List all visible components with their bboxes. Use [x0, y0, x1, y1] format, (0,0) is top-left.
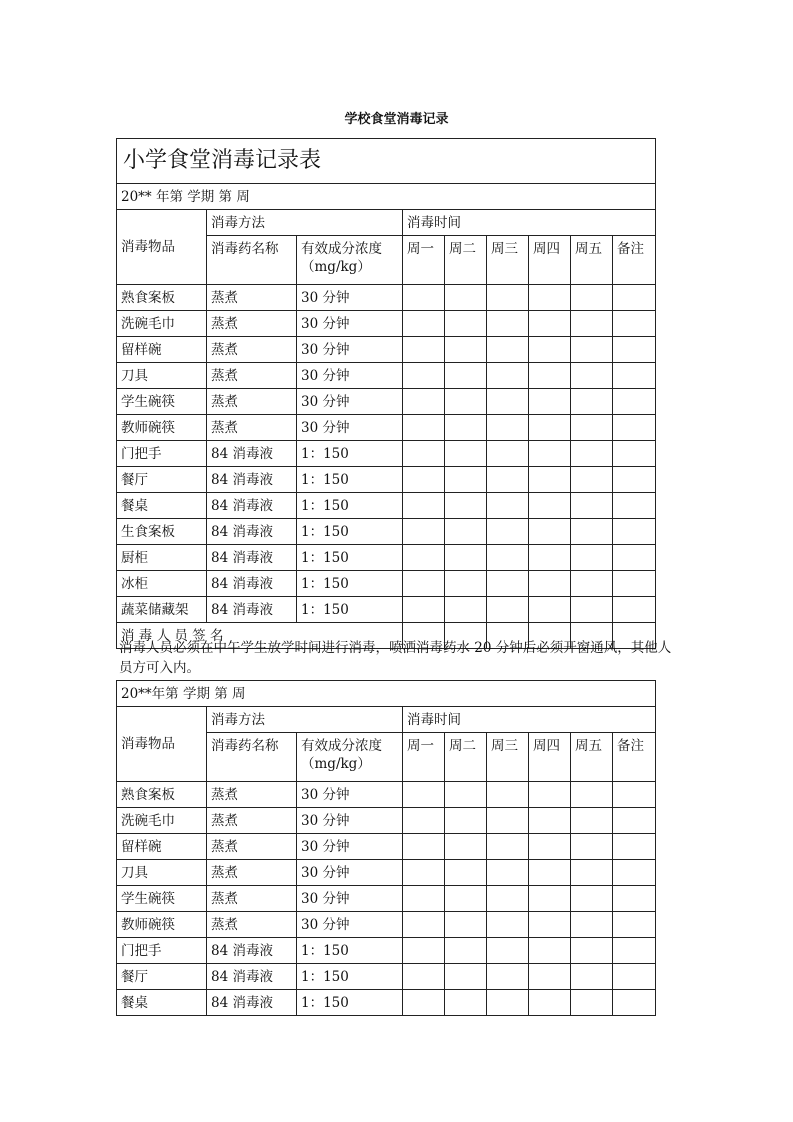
- record-cell-wed[interactable]: [487, 808, 529, 834]
- item-name: 学生碗筷: [117, 389, 207, 415]
- header-method: 消毒方法: [207, 210, 403, 236]
- period-label: 20**年第 学期 第 周: [117, 681, 656, 707]
- table-row: [117, 415, 656, 441]
- item-name: 门把手: [117, 938, 207, 964]
- record-cell-remark[interactable]: [613, 834, 656, 860]
- item-name: 冰柜: [117, 571, 207, 597]
- record-cell-tue[interactable]: [445, 311, 487, 337]
- record-cell-thu[interactable]: [529, 571, 571, 597]
- table-row: [117, 519, 656, 545]
- record-cell-mon[interactable]: [403, 597, 445, 623]
- table-row: [117, 441, 656, 467]
- record-cell-wed[interactable]: [487, 285, 529, 311]
- record-cell-thu[interactable]: [529, 834, 571, 860]
- header-fri: 周五: [571, 733, 613, 782]
- concentration-value: 30 分钟: [297, 285, 403, 311]
- header-concentration: 有效成分浓度（mg/kg）: [297, 236, 403, 285]
- record-cell-thu[interactable]: [529, 782, 571, 808]
- record-cell-wed[interactable]: [487, 990, 529, 1016]
- record-cell-fri[interactable]: [571, 990, 613, 1016]
- agent-name: 蒸煮: [207, 311, 297, 337]
- record-cell-mon[interactable]: [403, 834, 445, 860]
- record-cell-wed[interactable]: [487, 389, 529, 415]
- record-cell-remark[interactable]: [613, 938, 656, 964]
- header-tue: 周二: [445, 733, 487, 782]
- record-cell-fri[interactable]: [571, 415, 613, 441]
- record-cell-remark[interactable]: [613, 808, 656, 834]
- table-row: [117, 311, 656, 337]
- record-cell-tue[interactable]: [445, 782, 487, 808]
- table-row: [117, 990, 656, 1016]
- item-name: 教师碗筷: [117, 415, 207, 441]
- signature-label: 消 毒 人 员 签 名: [117, 623, 403, 649]
- concentration-value: 1：150: [297, 990, 403, 1016]
- header-concentration: 有效成分浓度（mg/kg）: [297, 733, 403, 782]
- record-cell-fri[interactable]: [571, 337, 613, 363]
- header-row-1: [117, 210, 656, 236]
- table-row: [117, 285, 656, 311]
- record-cell-thu[interactable]: [529, 860, 571, 886]
- item-name: 厨柜: [117, 545, 207, 571]
- record-cell-fri[interactable]: [571, 782, 613, 808]
- table-row: [117, 389, 656, 415]
- header-agent: 消毒药名称: [207, 733, 297, 782]
- record-cell-mon[interactable]: [403, 545, 445, 571]
- record-cell-remark[interactable]: [613, 571, 656, 597]
- agent-name: 84 消毒液: [207, 519, 297, 545]
- record-cell-mon[interactable]: [403, 415, 445, 441]
- table-title-row: [117, 139, 656, 184]
- concentration-value: 1：150: [297, 467, 403, 493]
- agent-name: 蒸煮: [207, 808, 297, 834]
- record-cell-fri[interactable]: [571, 545, 613, 571]
- record-cell-wed[interactable]: [487, 938, 529, 964]
- record-cell-wed[interactable]: [487, 493, 529, 519]
- concentration-value: 1：150: [297, 571, 403, 597]
- agent-name: 蒸煮: [207, 912, 297, 938]
- item-name: 蔬菜储藏架: [117, 597, 207, 623]
- item-name: 餐厅: [117, 964, 207, 990]
- item-name: 餐桌: [117, 990, 207, 1016]
- record-cell-wed[interactable]: [487, 886, 529, 912]
- record-cell-tue[interactable]: [445, 389, 487, 415]
- table-row: [117, 912, 656, 938]
- item-name: 熟食案板: [117, 285, 207, 311]
- record-cell-thu[interactable]: [529, 912, 571, 938]
- record-cell-thu[interactable]: [529, 363, 571, 389]
- header-tue: 周二: [445, 236, 487, 285]
- record-cell-tue[interactable]: [445, 415, 487, 441]
- record-cell-fri[interactable]: [571, 808, 613, 834]
- record-cell-remark[interactable]: [613, 597, 656, 623]
- concentration-value: 1：150: [297, 545, 403, 571]
- record-cell-mon[interactable]: [403, 938, 445, 964]
- record-cell-wed[interactable]: [487, 571, 529, 597]
- record-cell-remark[interactable]: [613, 493, 656, 519]
- record-cell-thu[interactable]: [529, 415, 571, 441]
- table-row: [117, 545, 656, 571]
- agent-name: 84 消毒液: [207, 441, 297, 467]
- table-row: [117, 571, 656, 597]
- concentration-value: 1：150: [297, 493, 403, 519]
- table-row: [117, 597, 656, 623]
- record-cell-remark[interactable]: [613, 964, 656, 990]
- concentration-value: 30 分钟: [297, 782, 403, 808]
- agent-name: 蒸煮: [207, 415, 297, 441]
- header-fri: 周五: [571, 236, 613, 285]
- record-cell-wed[interactable]: [487, 311, 529, 337]
- record-cell-wed[interactable]: [487, 782, 529, 808]
- record-cell-remark[interactable]: [613, 519, 656, 545]
- header-thu: 周四: [529, 733, 571, 782]
- record-cell-thu[interactable]: [529, 389, 571, 415]
- record-cell-tue[interactable]: [445, 860, 487, 886]
- header-row-1: [117, 707, 656, 733]
- agent-name: 蒸煮: [207, 834, 297, 860]
- table-row: [117, 964, 656, 990]
- concentration-value: 30 分钟: [297, 415, 403, 441]
- record-cell-fri[interactable]: [571, 311, 613, 337]
- item-name: 留样碗: [117, 337, 207, 363]
- record-cell-mon[interactable]: [403, 964, 445, 990]
- record-cell-tue[interactable]: [445, 808, 487, 834]
- disinfection-note: 消毒人员必须在中午学生放学时间进行消毒，喷洒消毒药水 20 分钟后必须开窗通风，其他人员方可入内。: [119, 640, 672, 676]
- table-row: [117, 808, 656, 834]
- agent-name: 84 消毒液: [207, 938, 297, 964]
- record-cell-wed[interactable]: [487, 467, 529, 493]
- record-cell-mon[interactable]: [403, 912, 445, 938]
- record-cell-fri[interactable]: [571, 519, 613, 545]
- agent-name: 蒸煮: [207, 285, 297, 311]
- concentration-value: 30 分钟: [297, 886, 403, 912]
- record-cell-wed[interactable]: [487, 860, 529, 886]
- record-cell-mon[interactable]: [403, 389, 445, 415]
- record-cell-mon[interactable]: [403, 493, 445, 519]
- concentration-value: 1：150: [297, 964, 403, 990]
- table-row: [117, 493, 656, 519]
- header-mon: 周一: [403, 236, 445, 285]
- record-cell-tue[interactable]: [445, 938, 487, 964]
- record-cell-thu[interactable]: [529, 990, 571, 1016]
- record-cell-fri[interactable]: [571, 389, 613, 415]
- header-wed: 周三: [487, 733, 529, 782]
- item-name: 留样碗: [117, 834, 207, 860]
- header-remark: 备注: [613, 733, 656, 782]
- concentration-value: 30 分钟: [297, 834, 403, 860]
- agent-name: 蒸煮: [207, 886, 297, 912]
- agent-name: 蒸煮: [207, 389, 297, 415]
- item-name: 洗碗毛巾: [117, 311, 207, 337]
- record-cell-fri[interactable]: [571, 285, 613, 311]
- record-cell-wed[interactable]: [487, 441, 529, 467]
- agent-name: 84 消毒液: [207, 493, 297, 519]
- record-cell-fri[interactable]: [571, 571, 613, 597]
- record-cell-fri[interactable]: [571, 834, 613, 860]
- record-cell-thu[interactable]: [529, 545, 571, 571]
- record-cell-remark[interactable]: [613, 886, 656, 912]
- agent-name: 84 消毒液: [207, 545, 297, 571]
- record-cell-fri[interactable]: [571, 964, 613, 990]
- table-row: [117, 337, 656, 363]
- record-cell-mon[interactable]: [403, 441, 445, 467]
- record-cell-tue[interactable]: [445, 990, 487, 1016]
- header-agent: 消毒药名称: [207, 236, 297, 285]
- record-cell-tue[interactable]: [445, 545, 487, 571]
- agent-name: 84 消毒液: [207, 597, 297, 623]
- record-cell-tue[interactable]: [445, 337, 487, 363]
- record-cell-tue[interactable]: [445, 441, 487, 467]
- item-name: 熟食案板: [117, 782, 207, 808]
- table-row: [117, 363, 656, 389]
- record-cell-thu[interactable]: [529, 493, 571, 519]
- header-time: 消毒时间: [403, 707, 656, 733]
- record-cell-tue[interactable]: [445, 886, 487, 912]
- record-cell-fri[interactable]: [571, 912, 613, 938]
- agent-name: 84 消毒液: [207, 990, 297, 1016]
- record-cell-fri[interactable]: [571, 441, 613, 467]
- record-cell-tue[interactable]: [445, 597, 487, 623]
- concentration-value: 30 分钟: [297, 311, 403, 337]
- period-label: 20** 年第 学期 第 周: [117, 184, 656, 210]
- document-title: 学校食堂消毒记录: [344, 112, 449, 127]
- concentration-value: 30 分钟: [297, 912, 403, 938]
- item-name: 餐厅: [117, 467, 207, 493]
- record-cell-tue[interactable]: [445, 571, 487, 597]
- record-cell-tue[interactable]: [445, 834, 487, 860]
- concentration-value: 30 分钟: [297, 860, 403, 886]
- record-cell-thu[interactable]: [529, 441, 571, 467]
- agent-name: 蒸煮: [207, 337, 297, 363]
- record-cell-remark[interactable]: [613, 389, 656, 415]
- record-cell-remark[interactable]: [613, 782, 656, 808]
- record-cell-wed[interactable]: [487, 415, 529, 441]
- record-cell-remark[interactable]: [613, 441, 656, 467]
- agent-name: 蒸煮: [207, 782, 297, 808]
- table-row: [117, 467, 656, 493]
- agent-name: 84 消毒液: [207, 467, 297, 493]
- record-cell-mon[interactable]: [403, 808, 445, 834]
- record-cell-tue[interactable]: [445, 285, 487, 311]
- item-name: 洗碗毛巾: [117, 808, 207, 834]
- concentration-value: 1：150: [297, 441, 403, 467]
- record-cell-fri[interactable]: [571, 597, 613, 623]
- period-row: [117, 681, 656, 707]
- record-cell-remark[interactable]: [613, 285, 656, 311]
- item-name: 刀具: [117, 363, 207, 389]
- record-cell-remark[interactable]: [613, 337, 656, 363]
- record-cell-fri[interactable]: [571, 886, 613, 912]
- record-cell-wed[interactable]: [487, 337, 529, 363]
- header-item: 消毒物品: [117, 707, 207, 782]
- record-cell-tue[interactable]: [445, 363, 487, 389]
- record-cell-remark[interactable]: [613, 545, 656, 571]
- record-cell-thu[interactable]: [529, 519, 571, 545]
- record-cell-remark[interactable]: [613, 415, 656, 441]
- item-name: 学生碗筷: [117, 886, 207, 912]
- table-row: [117, 938, 656, 964]
- record-cell-remark[interactable]: [613, 311, 656, 337]
- header-mon: 周一: [403, 733, 445, 782]
- item-name: 餐桌: [117, 493, 207, 519]
- record-cell-remark[interactable]: [613, 990, 656, 1016]
- record-cell-remark[interactable]: [613, 860, 656, 886]
- record-cell-mon[interactable]: [403, 990, 445, 1016]
- agent-name: 84 消毒液: [207, 964, 297, 990]
- disinfection-table-1: [116, 138, 656, 649]
- period-row: [117, 184, 656, 210]
- record-cell-fri[interactable]: [571, 860, 613, 886]
- record-cell-wed[interactable]: [487, 363, 529, 389]
- record-cell-fri[interactable]: [571, 363, 613, 389]
- record-cell-fri[interactable]: [571, 493, 613, 519]
- record-cell-mon[interactable]: [403, 285, 445, 311]
- header-time: 消毒时间: [403, 210, 656, 236]
- header-method: 消毒方法: [207, 707, 403, 733]
- record-cell-mon[interactable]: [403, 886, 445, 912]
- record-cell-wed[interactable]: [487, 519, 529, 545]
- item-name: 教师碗筷: [117, 912, 207, 938]
- header-wed: 周三: [487, 236, 529, 285]
- table-row: [117, 782, 656, 808]
- record-cell-mon[interactable]: [403, 337, 445, 363]
- record-cell-wed[interactable]: [487, 545, 529, 571]
- record-cell-remark[interactable]: [613, 363, 656, 389]
- record-cell-thu[interactable]: [529, 964, 571, 990]
- concentration-value: 30 分钟: [297, 808, 403, 834]
- table-row: [117, 834, 656, 860]
- item-name: 生食案板: [117, 519, 207, 545]
- record-cell-thu[interactable]: [529, 311, 571, 337]
- table-row: [117, 860, 656, 886]
- record-cell-mon[interactable]: [403, 311, 445, 337]
- record-cell-tue[interactable]: [445, 467, 487, 493]
- concentration-value: 1：150: [297, 519, 403, 545]
- record-cell-remark[interactable]: [613, 912, 656, 938]
- table-row: [117, 886, 656, 912]
- record-cell-tue[interactable]: [445, 519, 487, 545]
- record-cell-wed[interactable]: [487, 834, 529, 860]
- disinfection-table-2: [116, 680, 656, 1016]
- record-cell-mon[interactable]: [403, 571, 445, 597]
- item-name: 门把手: [117, 441, 207, 467]
- agent-name: 84 消毒液: [207, 571, 297, 597]
- record-cell-thu[interactable]: [529, 467, 571, 493]
- header-thu: 周四: [529, 236, 571, 285]
- record-cell-mon[interactable]: [403, 519, 445, 545]
- record-cell-thu[interactable]: [529, 938, 571, 964]
- record-cell-mon[interactable]: [403, 860, 445, 886]
- concentration-value: 30 分钟: [297, 337, 403, 363]
- record-cell-mon[interactable]: [403, 782, 445, 808]
- agent-name: 蒸煮: [207, 860, 297, 886]
- record-cell-wed[interactable]: [487, 964, 529, 990]
- record-cell-thu[interactable]: [529, 337, 571, 363]
- record-cell-thu[interactable]: [529, 886, 571, 912]
- agent-name: 蒸煮: [207, 363, 297, 389]
- record-cell-tue[interactable]: [445, 912, 487, 938]
- record-cell-wed[interactable]: [487, 597, 529, 623]
- table-title: 小学食堂消毒记录表: [117, 139, 656, 184]
- record-cell-thu[interactable]: [529, 285, 571, 311]
- concentration-value: 30 分钟: [297, 363, 403, 389]
- concentration-value: 30 分钟: [297, 389, 403, 415]
- record-cell-mon[interactable]: [403, 467, 445, 493]
- header-remark: 备注: [613, 236, 656, 285]
- record-cell-remark[interactable]: [613, 467, 656, 493]
- record-cell-tue[interactable]: [445, 964, 487, 990]
- concentration-value: 1：150: [297, 597, 403, 623]
- record-cell-thu[interactable]: [529, 808, 571, 834]
- item-name: 刀具: [117, 860, 207, 886]
- record-cell-mon[interactable]: [403, 363, 445, 389]
- record-cell-fri[interactable]: [571, 938, 613, 964]
- concentration-value: 1：150: [297, 938, 403, 964]
- record-cell-wed[interactable]: [487, 912, 529, 938]
- record-cell-fri[interactable]: [571, 467, 613, 493]
- header-item: 消毒物品: [117, 210, 207, 285]
- record-cell-thu[interactable]: [529, 597, 571, 623]
- record-cell-tue[interactable]: [445, 493, 487, 519]
